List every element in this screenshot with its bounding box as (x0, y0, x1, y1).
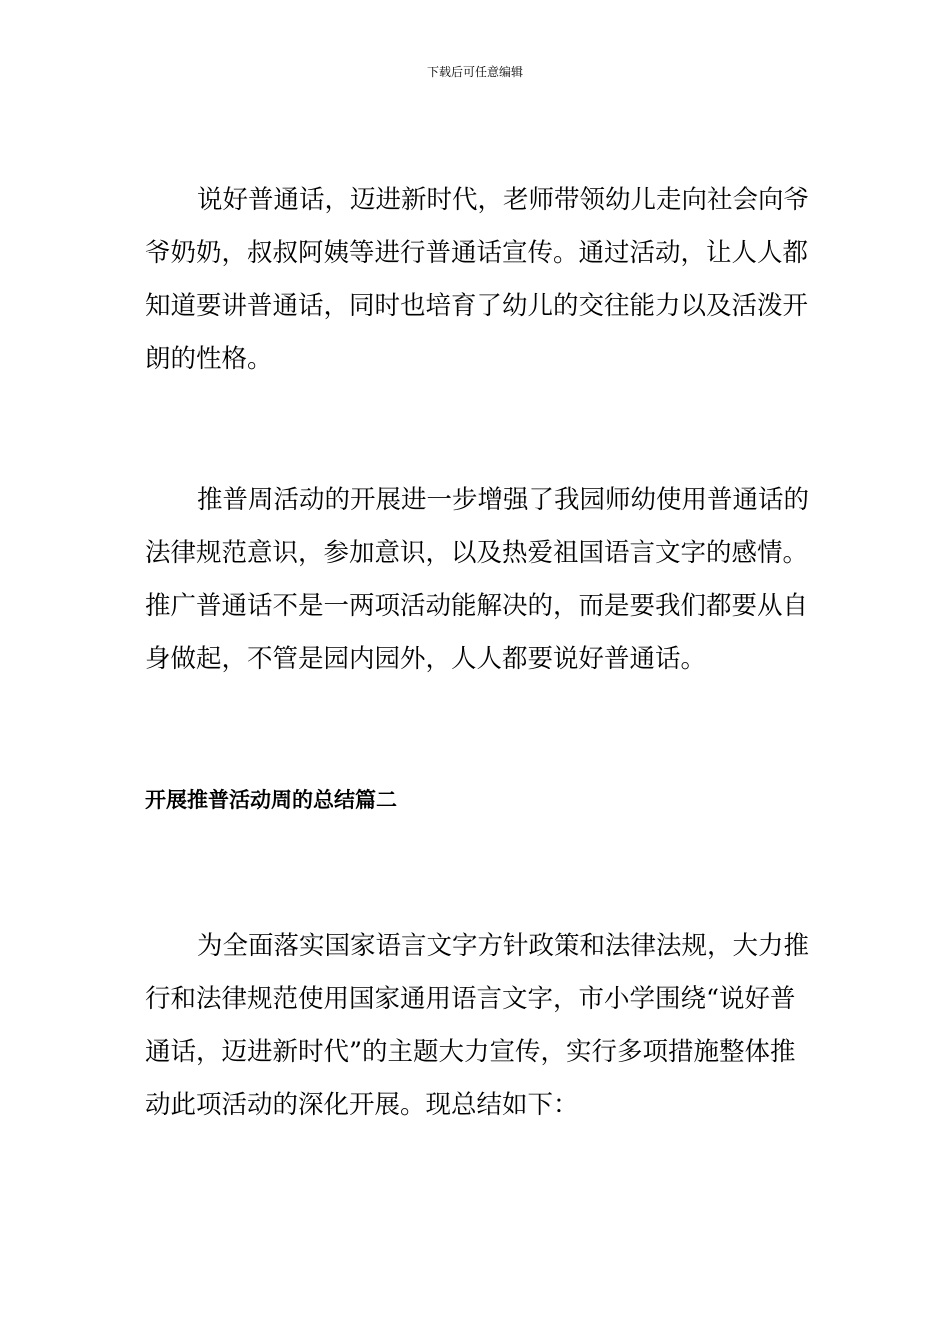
section-heading: 开展推普活动周的总结篇二 (145, 787, 397, 812)
body-paragraph-2: 推普周活动的开展进一步增强了我园师幼使用普通话的法律规范意识，参加意识，以及热爱祖国语言文字的感情。推广普通话不是一两项活动能解决的，而是要我们都要从自身做起，不管是园内园外，人人都要说好普通话。 (145, 485, 810, 674)
body-paragraph-1: 说好普通话，迈进新时代，老师带领幼儿走向社会向爷爷奶奶，叔叔阿姨等进行普通话宣传。通过活动，让人人都知道要讲普通话，同时也培育了幼儿的交往能力以及活泼开朗的性格。 (145, 185, 810, 374)
body-paragraph-3: 为全面落实国家语言文字方针政策和法律法规，大力推行和法律规范使用国家通用语言文字，市小学围绕“说好普通话，迈进新时代”的主题大力宣传，实行多项措施整体推动此项活动的深化开展。现总结如下： (145, 931, 810, 1120)
page-header-note: 下载后可任意编辑 (426, 65, 523, 79)
